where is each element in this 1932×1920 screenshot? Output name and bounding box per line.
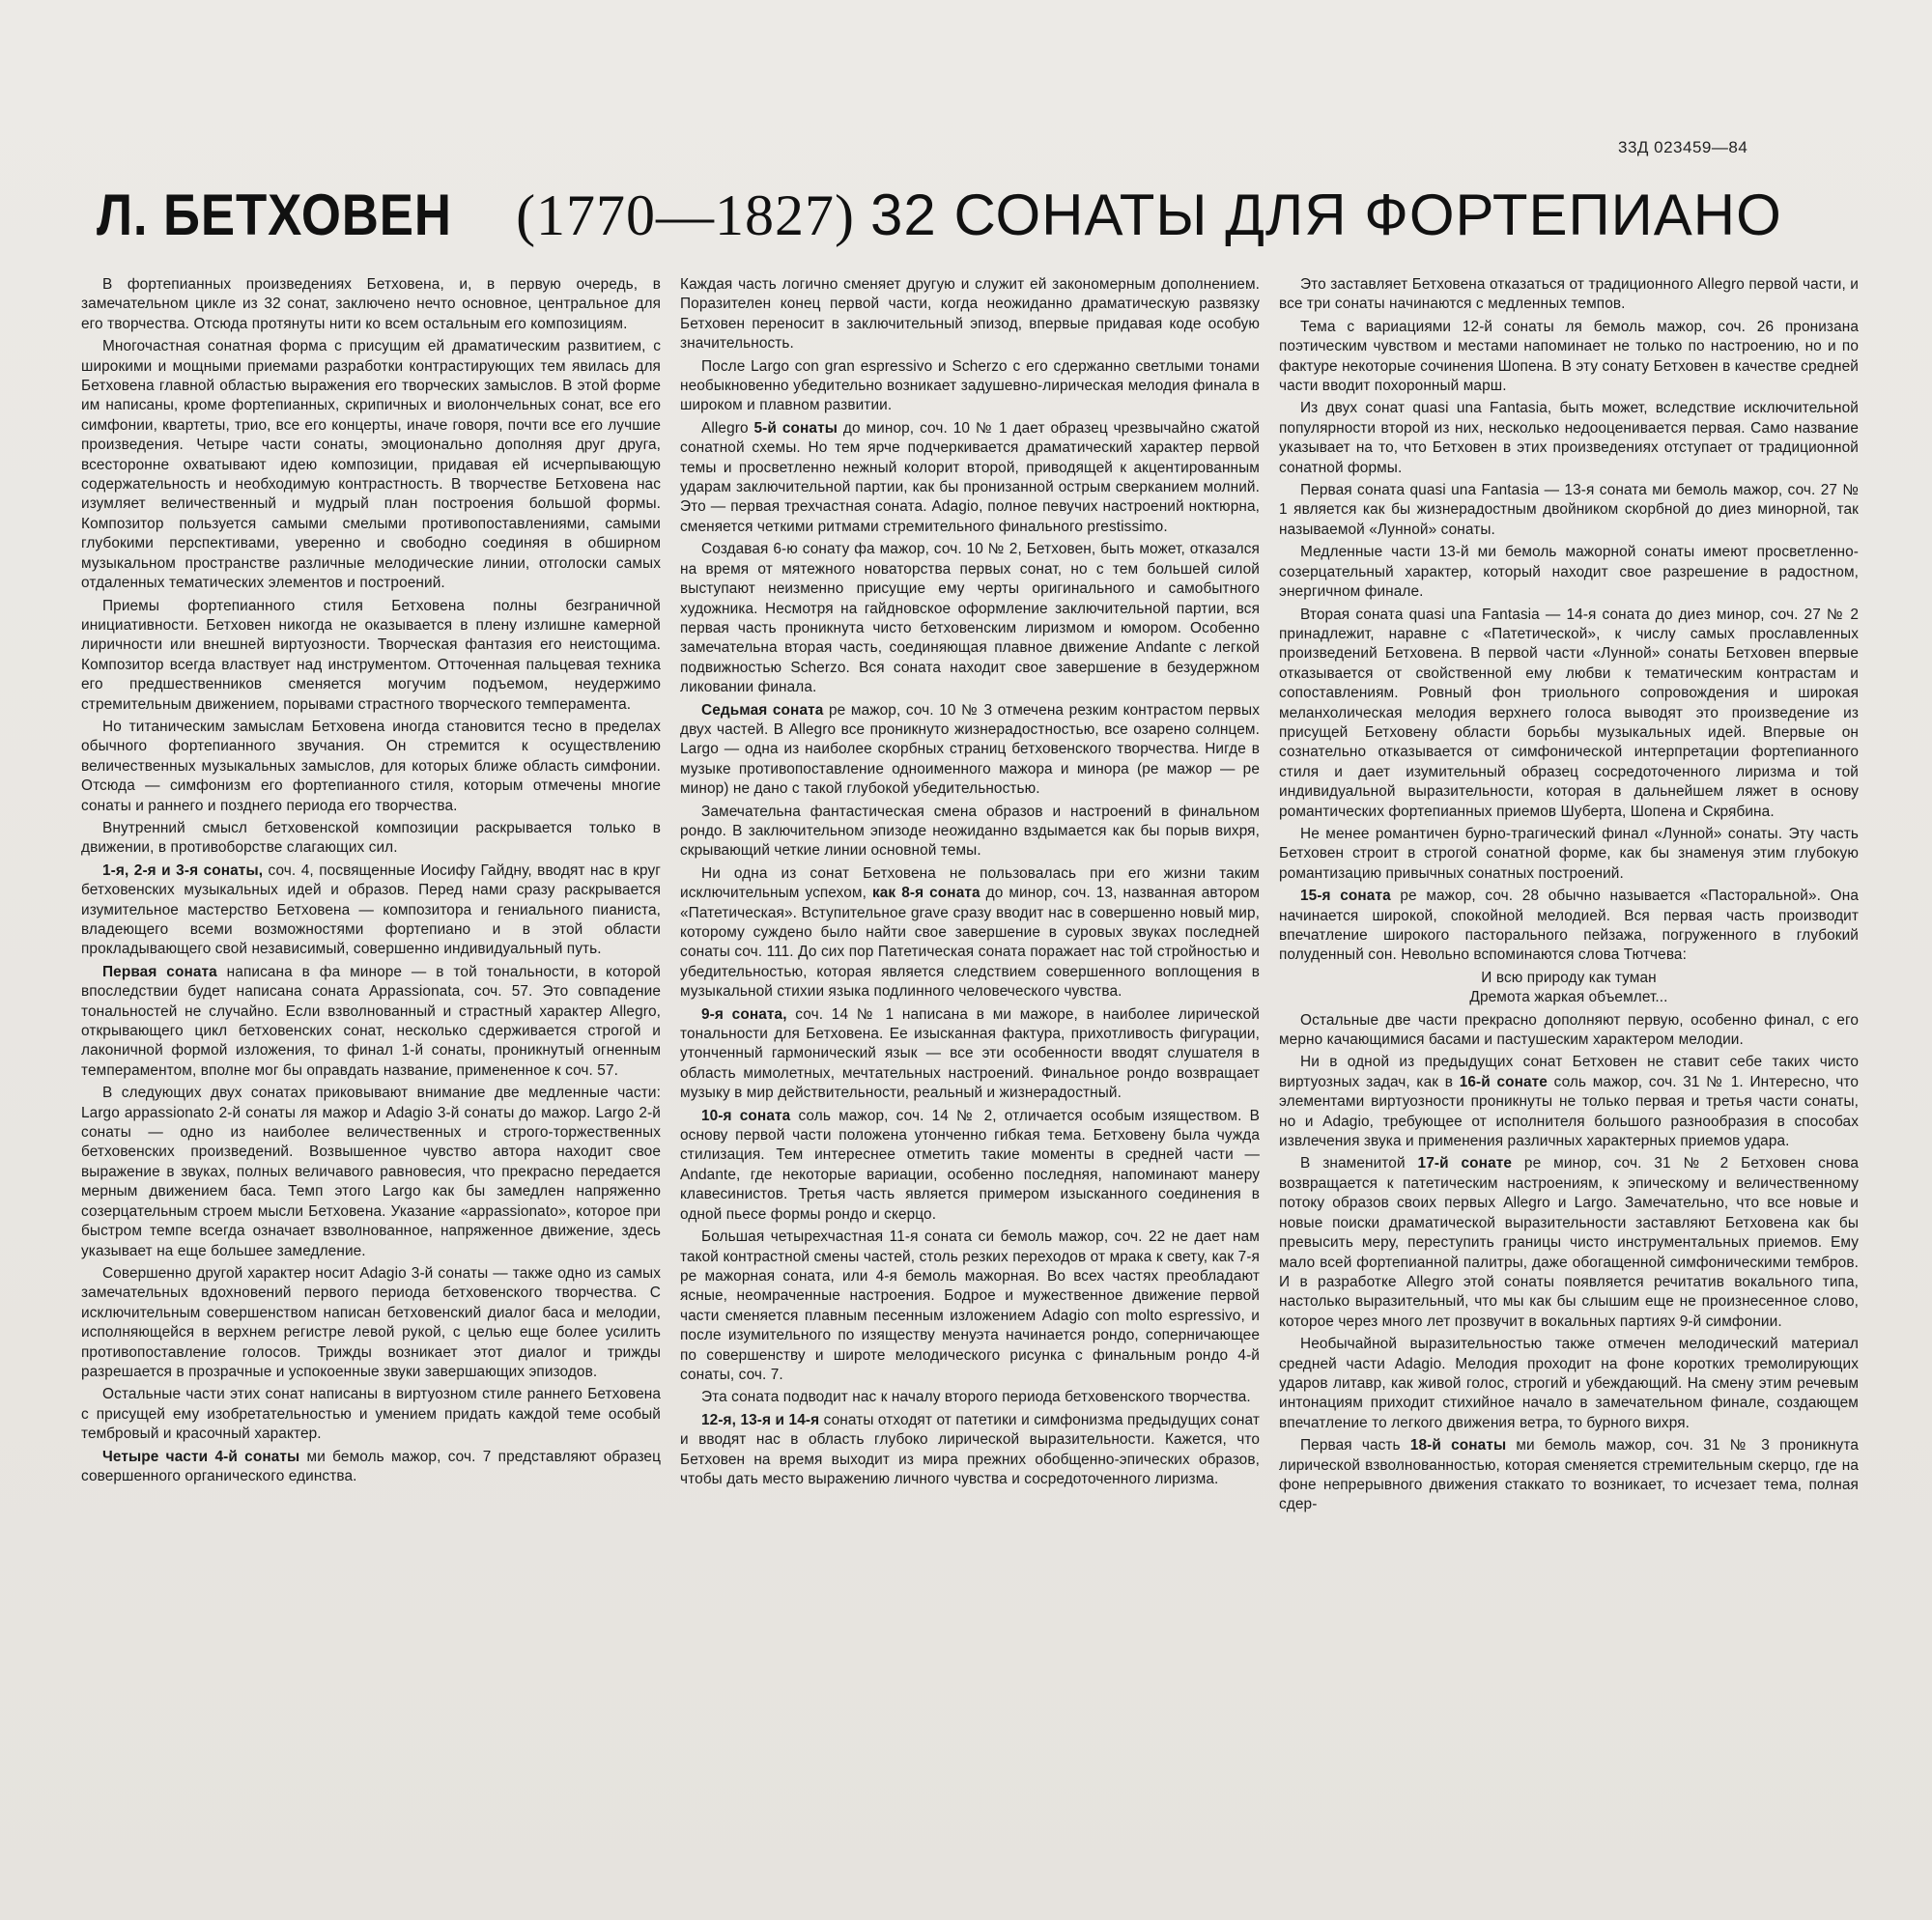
text-run: Медленные части 13-й ми бемоль мажорной сонаты имеют просветленно-созерцательный характер, который находит свое разрешение в радостном, энергичном финале. bbox=[1279, 544, 1859, 601]
text-run: И всю природу как туман bbox=[1481, 969, 1657, 986]
paragraph bbox=[81, 861, 661, 960]
bold-phrase: Седьмая соната bbox=[701, 701, 824, 719]
paragraph bbox=[1279, 1154, 1859, 1332]
text-run: сонаты отходят от патетики и симфонизма предыдущих сонат и вводят нас в область глубоко лирической выразительности. Кажется, что Бетховен на время выходит из мира прежних обобщенно-эпических образов, чтобы дать место выражению личного чувства и сосредоточенного лиризма. bbox=[680, 1411, 1260, 1487]
bold-phrase: 18-й сонаты bbox=[1409, 1437, 1507, 1454]
text-run: Первая соната quasi una Fantasia — 13-я соната ми бемоль мажор, соч. 27 № 1 является как бы жизнерадостным двойником скорбной до диез минорной, так называемой «Лунной» сонаты. bbox=[1279, 482, 1859, 538]
text-run: Совершенно другой характер носит Adagio 3-й сонаты — также одно из самых замечательных вдохновений первого периода бетховенского творчества. С исключительным совершенством написан бетховенский диалог баса и мелодии, исполняющейся в верхнем регистре левой рукой, с целью еще более усилить противопоставление голосов. Трижды возникает этот диалог и трижды разрешается в прозрачные и успокоенные звуки завершающих эпизодов. bbox=[81, 1264, 661, 1380]
paragraph bbox=[1279, 1053, 1859, 1151]
text-run: написана в фа миноре — в той тональности, в которой впоследствии будет написана соната Appassionata, соч. 57. Это совпадение тональностей не случайно. Если взволнованный и страстный характер Allegro, открывающего цикл бетховенских сонат, несколько сдерживается строгой и лаконичной формой изложения, то финал 1-й сонаты, проникнутый огненным темпераментом, вполне мог бы оправдать название, примененное к соч. 57. bbox=[81, 963, 661, 1079]
paragraph bbox=[680, 864, 1260, 1002]
paragraph bbox=[1279, 399, 1859, 478]
paragraph bbox=[680, 1388, 1260, 1407]
page-title bbox=[97, 182, 1835, 249]
text-run: соч. 4, посвященные Иосифу Гайдну, вводят нас в круг бетховенских музыкальных идей и образов. Перед нами сразу раскрывается изумительное мастерство Бетховена — композитора и гениального пианиста, владеющего всеми возможностями фортепиано и в этой области прокладывающего свой независимый, совершенно индивидуальный путь. bbox=[81, 861, 661, 958]
paragraph bbox=[680, 275, 1260, 354]
paragraph bbox=[680, 1005, 1260, 1104]
text-run: ре мажор, соч. 28 обычно называется «Пасторальной». Она начинается широкой, спокойной мелодией. Вся первая часть производит впечатление широкого пасторального пейзажа, погруженного в глубокий полуденный сон. Невольно вспоминаются слова Тютчева: bbox=[1279, 888, 1859, 964]
text-run: Дремота жаркая объемлет... bbox=[1469, 989, 1668, 1006]
text-run: ре мажор, соч. 10 № 3 отмечена резким контрастом первых двух частей. В Allegro все проникнуто жизнерадостностью, все озарено солнцем. Largo — одна из наиболее скорбных страниц бетховенского творчества. Нигде в музыке противопоставление одноименного мажора и минора (ре мажор — ре минор) не дано с такой глубокой убедительностью. bbox=[680, 701, 1260, 798]
paragraph bbox=[1279, 543, 1859, 602]
text-run: Ни в одной из предыдущих сонат Бетховен не ставит себе таких чисто виртуозных задач, как в bbox=[1279, 1054, 1859, 1090]
bold-phrase: 12-я, 13-я и 14-я bbox=[701, 1411, 820, 1428]
catalog-number: 33Д 023459—84 bbox=[1618, 138, 1748, 156]
text-run: Allegro bbox=[701, 419, 754, 437]
text-run: соч. 14 № 1 написана в ми мажоре, в наиболее лирической тональности для Бетховена. Ее изысканная фактура, прихотливость фигурации, утонченный гармонический язык — все эти особенности вводят слушателя в область мимолетных, мечтательных настроений. Финальное рондо возвращает музыку в мир действительности, реальный и жизнерадостный. bbox=[680, 1005, 1260, 1102]
text-run: Ни одна из сонат Бетховена не пользовалась при его жизни таким исключительным успехом, bbox=[680, 864, 1260, 902]
text-run: Большая четырехчастная 11-я соната си бемоль мажор, соч. 22 не дает нам такой контрастной смены частей, столь резких переходов от мрака к свету, как 7-я ре мажорная соната, или 4-я бемоль мажорная. Во всех частях преобладают ясные, неомраченные настроения. Бодрое и мужественное движение первой части сменяется плавным песенным изложением Adagio con molto espressivo, и после изумительного по изяществу менуэта начинается рондо, соперничающее по совершенству и широте мелодического рисунка с финальным рондо 4-й сонаты, соч. 7. bbox=[680, 1228, 1260, 1383]
text-run: Остальные части этих сонат написаны в виртуозном стиле раннего Бетховена с присущей ему изобретательностью и умением придать каждой теме особый тембровый и красочный характер. bbox=[81, 1386, 661, 1443]
bold-phrase: Четыре части 4-й сонаты bbox=[102, 1448, 300, 1465]
paragraph bbox=[1279, 1335, 1859, 1433]
text-run: Каждая часть логично сменяет другую и служит ей закономерным дополнением. Поразителен конец первой части, когда неожиданно драматическую развязку Бетховен переносит в заключительный эпизод, впервые придавая коде особую значительность. bbox=[680, 276, 1260, 353]
title-work: 32 СОНАТЫ ДЛЯ ФОРТЕПИАНО bbox=[870, 183, 1782, 247]
paragraph bbox=[81, 819, 661, 859]
bold-phrase: как 8-я соната bbox=[871, 885, 980, 902]
bold-phrase: 16-й сонате bbox=[1459, 1073, 1548, 1090]
text-run: Внутренний смысл бетховенской композиции раскрывается только в движении, в противоборстве слагающих сил. bbox=[81, 819, 661, 857]
paragraph bbox=[1279, 887, 1859, 966]
text-run: ми бемоль мажор, соч. 7 представляют образец совершенного органического единства. bbox=[81, 1448, 661, 1484]
text-run: до минор, соч. 13, названная автором «Патетическая». Вступительное grave сразу вводит нас в совершенно новый мир, которому суждено было найти свое завершение в суровых звуках последней сонаты соч. 111. До сих пор Патетическая соната поражает нас той стройностью и убедительностью, которая является следствием совершенного воплощения в музыкальной стихии языка подлинного человеческого чувства. bbox=[680, 885, 1260, 1001]
bold-phrase: 15-я соната bbox=[1300, 888, 1391, 905]
text-run: Приемы фортепианного стиля Бетховена полны безграничной инициативности. Бетховен никогда не оказывается в плену излишне камерной лиричности или внешней виртуозности. Творческая фантазия его неистощима. Композитор всегда властвует над инструментом. Отточенная пальцевая техника его предшественников сменяется могучим подъемом, неудержимо стремительным движением, порывами страстного творческого темперамента. bbox=[81, 597, 661, 713]
paragraph bbox=[1279, 275, 1859, 315]
text-column-3 bbox=[1279, 275, 1859, 1907]
paragraph bbox=[680, 1411, 1260, 1490]
paragraph bbox=[81, 337, 661, 593]
bold-phrase: 1-я, 2-я и 3-я сонаты, bbox=[102, 861, 264, 879]
paragraph bbox=[680, 357, 1260, 416]
paragraph bbox=[81, 1264, 661, 1382]
text-run: Эта соната подводит нас к началу второго периода бетховенского творчества. bbox=[701, 1389, 1251, 1406]
poem-line bbox=[1279, 969, 1859, 988]
text-column-1 bbox=[81, 275, 661, 1907]
bold-phrase: 10-я соната bbox=[701, 1107, 791, 1124]
paragraph bbox=[680, 701, 1260, 800]
title-composer: Л. БЕТХОВЕН bbox=[97, 183, 452, 247]
text-run: В фортепианных произведениях Бетховена, и, в первую очередь, в замечательном цикле из 32 сонат, заключено нечто основное, центральное для его творчества. Отсюда протянуты нити ко всем остальным его композициям. bbox=[81, 276, 661, 332]
bold-phrase: Первая соната bbox=[102, 963, 217, 980]
text-run: В следующих двух сонатах приковывают внимание две медленные части: Largo appassionato 2-й сонаты ля мажор и Adagio 3-й сонаты до мажор. Largo 2-й сонаты — одно из наиболее величественных и строго-торжественных бетховенских произведений. Возвышенное чувство автора находит свое выражение в звуках, полных величавого равновесия, что прекрасно передается мерным движением баса. Темп этого Largo как бы замедлен напряженно созерцательным строем мысли Бетховена. Указание «appassionato», которое при быстром темпе всегда означает взволнованное, напряженное движение, здесь указывает на еще большее замедление. bbox=[81, 1085, 661, 1259]
text-run: После Largo con gran espressivo и Scherzo с его сдержанно светлыми тонами необыкновенно убедительно возникает задушевно-лирическая мелодия финала в широком и плавном развитии. bbox=[680, 357, 1260, 414]
bold-phrase: 5-й сонаты bbox=[753, 419, 838, 437]
text-run: Из двух сонат quasi una Fantasia, быть может, вследствие исключительной популярности второй из них, несколько недооценивается первая. Само название указывает на то, что Бетховен в этих произведениях отступает от традиционной сонатной формы. bbox=[1279, 400, 1859, 476]
paragraph bbox=[680, 1107, 1260, 1225]
text-run: Но титаническим замыслам Бетховена иногда становится тесно в пределах обычного фортепианного звучания. Он стремится к осуществлению величественных музыкальных замыслов, для которых ближе область симфонии. Отсюда — симфонизм его фортепианного стиля, которым отмечены многие сонаты и раннего и позднего периода его творчества. bbox=[81, 718, 661, 814]
paragraph bbox=[1279, 481, 1859, 540]
text-run: соль мажор, соч. 31 № 1. Интересно, что элементами виртуозности проникнуты не только первая и третья части сонаты, но и Adagio, требующее от исполнителя большого разнообразия в способах извлечения звука и применения различных характерных приемов удара. bbox=[1279, 1073, 1859, 1150]
paragraph bbox=[680, 419, 1260, 537]
bold-phrase: 9-я соната, bbox=[701, 1005, 787, 1023]
text-run: Это заставляет Бетховена отказаться от традиционного Allegro первой части, и все три сонаты начинаются с медленных темпов. bbox=[1279, 276, 1859, 313]
text-column-2 bbox=[680, 275, 1260, 1907]
text-run: Создавая 6-ю сонату фа мажор, соч. 10 № 2, Бетховен, быть может, отказался на время от мятежного новаторства первых сонат, но с тем большей силой выступают неизменно присущие ему черты оригинального и самобытного художника. Несмотря на гайдновское оформление заключительной партии, вся первая часть проникнута чисто бетховенским лиризмом и юмором. Особенно замечательна вторая часть, соединяющая плавное движение Andante с легкой подвижностью Scherzo. Вся соната находит свое завершение в безудержном ликовании финала. bbox=[680, 541, 1260, 696]
text-run: соль мажор, соч. 14 № 2, отличается особым изяществом. В основу первой части положена утонченно гибкая тема. Бетховену была чужда стилизация. Тем интереснее отметить такие моменты в средней части — Andante, где некоторые вариации, особенно последняя, напоминают манеру клавесинистов. Третья часть является примером изысканного соединения в одной пьесе формы рондо и скерцо. bbox=[680, 1107, 1260, 1223]
paragraph bbox=[81, 275, 661, 334]
paragraph bbox=[680, 803, 1260, 861]
paragraph bbox=[1279, 606, 1859, 822]
paragraph bbox=[81, 1385, 661, 1444]
text-run: Многочастная сонатная форма с присущим ей драматическим развитием, с широкими и мощными приемами разработки контрастирующих тем явилась для Бетховена главной областью выражения его творческих замыслов. В этой форме им написаны, кроме фортепианных, скрипичных и виолончельных сонат, все его симфонии, квартеты, трио, все его концерты, иначе говоря, почти все его лучшие произведения. Четыре части сонаты, эмоционально дополняя друг друга, всесторонне охватывают идею композиции, придавая ей исчерпывающую содержательность и необходимую контрастность. В творчестве Бетховена нас изумляет величественный и мудрый план построения большой формы. Композитор пользуется самыми смелыми противопоставлениями, самыми глубокими перспективами, уверенно и свободно соединяя в обширном музыкальном пространстве различные мелодические линии, отголоски самых отдаленных тематических элементов и построений. bbox=[81, 338, 661, 592]
paragraph bbox=[81, 718, 661, 816]
text-run: Остальные две части прекрасно дополняют первую, особенно финал, с его мерно качающимися басами и пастушеским характером мелодии. bbox=[1279, 1011, 1859, 1049]
paragraph bbox=[81, 597, 661, 715]
paragraph bbox=[81, 963, 661, 1081]
text-run: ре минор, соч. 31 № 2 Бетховен снова возвращается к патетическим настроениям, к эпическому и величественному потоку образов своих первых Allegro и Largo. Замечательно, что все новые и новые поиски драматической выразительности заставляют Бетховена как бы превысить меру, переступить границы чисто инструментальных приемов. Ему мало всей фортепианной палитры, даже обогащенной симфоническими тембров. И в разработке Allegro этой сонаты появляется речитатив вокального типа, настолько выразительный, что мы как бы слышим еще не произнесенное слово, которое через много лет прозвучит в вокальных партиях 9-й симфонии. bbox=[1279, 1155, 1859, 1330]
text-run: до минор, соч. 10 № 1 дает образец чрезвычайно сжатой сонатной схемы. Но тем ярче подчеркивается драматический характер первой темы и просветленно нежный колорит второй, приводящей к акцентированным ударам заключительной партии, как бы пронизанной острым сверканием молний. Это — первая трехчастная соната. Adagio, полное певучих настроений ноктюрна, сменяется четкими ритмами стремительного финального prestissimo. bbox=[680, 419, 1260, 535]
text-run: Первая часть bbox=[1300, 1437, 1410, 1454]
text-run: Не менее романтичен бурно-трагический финал «Лунной» сонаты. Эту часть Бетховен строит в строгой сонатной форме, как бы знаменуя этим глубокую романтизацию привычных сонатных построений. bbox=[1279, 825, 1859, 882]
paragraph bbox=[1279, 825, 1859, 884]
text-run: В знаменитой bbox=[1300, 1155, 1418, 1172]
text-columns bbox=[81, 275, 1859, 1907]
paragraph bbox=[680, 1228, 1260, 1385]
text-run: Необычайной выразительностью также отмечен мелодический материал средней части Adagio. Мелодия проходит на фоне коротких тремолирующих ударов литавр, как живой голос, строгий и убеждающий. На смену этим речевым интонациям приходит стихийное начало в замечательном финале, создающем впечатление то легкого движения ветра, то бурного вихря. bbox=[1279, 1336, 1859, 1431]
paragraph bbox=[81, 1084, 661, 1261]
text-run: Замечательна фантастическая смена образов и настроений в финальном рондо. В заключительном эпизоде неожиданно вздымается как бы порыв вихря, скрывающий четкие линии основной темы. bbox=[680, 803, 1260, 860]
text-run: ми бемоль мажор, соч. 31 № 3 проникнута лирической взволнованностью, которая сменяется стремительным скерцо, где на фоне непрерывного движения стаккато то возникает, то исчезает тема, полная сдер- bbox=[1279, 1437, 1859, 1513]
text-run: Вторая соната quasi una Fantasia — 14-я соната до диез минор, соч. 27 № 2 принадлежит, наравне с «Патетической», к числу самых прославленных произведений Бетховена. В первой части «Лунной» сонаты Бетховен впервые отказывается от свойственной ему любви к тематическим контрастам и сопоставлениям. Ровный фон триольного сопровождения и широкая меланхолическая мелодия верхнего голоса выводят это произведение из присущей Бетховену области борьбы музыкальных идей. Впервые он сознательно отказывается от симфонической интерпретации фортепианного стиля и дает изумительный образец сосредоточенного лиризма и той индивидуальной выразительности, которая в дальнейшем ляжет в основу романтических фортепианных приемов Шуберта, Шопена и Скрябина. bbox=[1279, 606, 1859, 820]
paragraph bbox=[1279, 318, 1859, 397]
poem-line bbox=[1279, 988, 1859, 1007]
bold-phrase: 17-й сонате bbox=[1417, 1155, 1513, 1172]
text-run: Тема с вариациями 12-й сонаты ля бемоль мажор, соч. 26 пронизана поэтическим чувством и местами напоминает не только по настроению, но и по фактуре некоторые сочинения Шопена. В эту сонату Бетховен в качестве средней части вводит похоронный марш. bbox=[1279, 318, 1859, 395]
paragraph bbox=[1279, 1011, 1859, 1051]
title-years: (1770—1827) bbox=[500, 184, 871, 247]
paragraph bbox=[680, 540, 1260, 697]
paragraph bbox=[1279, 1436, 1859, 1515]
paragraph bbox=[81, 1448, 661, 1487]
